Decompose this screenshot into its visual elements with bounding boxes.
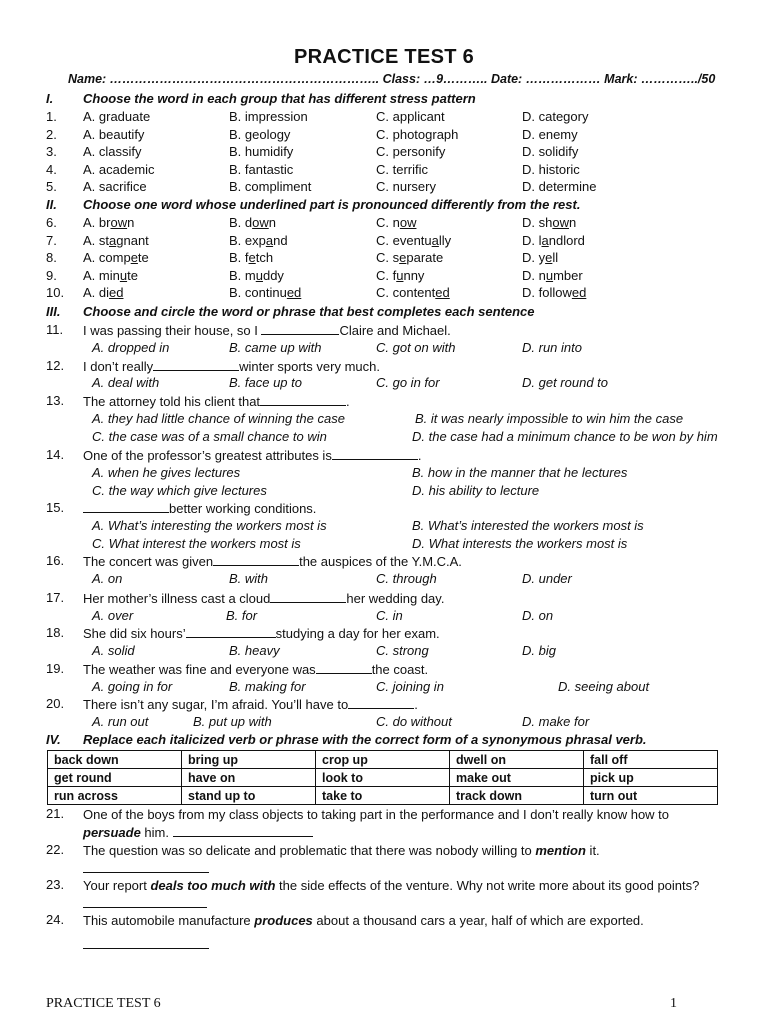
option-b[interactable]: B. expand: [229, 232, 288, 248]
answer-blank[interactable]: [261, 322, 339, 335]
option-d[interactable]: D. number: [522, 267, 583, 283]
option-b[interactable]: B. humidify: [229, 144, 294, 160]
question-number: 18.: [46, 625, 65, 640]
question-row: [0, 250, 768, 268]
table-cell: bring up: [182, 751, 316, 769]
section-instruction: Choose and circle the word or phrase that best completes each sentence: [83, 304, 535, 319]
option-b[interactable]: B. put up with: [193, 714, 272, 729]
option-c[interactable]: C. funny: [376, 267, 425, 283]
option-d[interactable]: D. under: [522, 571, 572, 586]
question-stem: [83, 447, 421, 463]
question-number: 22.: [46, 842, 65, 857]
option-d[interactable]: D. determine: [522, 179, 597, 195]
section-instruction: Choose one word whose underlined part is pronounced differently from the rest.: [83, 197, 581, 212]
rewrite-question: [0, 877, 768, 895]
question-text-start: This automobile manufacture: [83, 913, 255, 928]
option-c[interactable]: C. What interest the workers most is: [92, 536, 301, 551]
stem-text-start: I was passing their house, so I: [83, 323, 262, 338]
answer-blank[interactable]: [332, 447, 418, 460]
answer-blank[interactable]: [83, 500, 169, 513]
option-d[interactable]: D. followed: [522, 285, 587, 301]
option-d[interactable]: D. historic: [522, 161, 580, 177]
option-a[interactable]: A. deal with: [92, 375, 160, 390]
option-a[interactable]: A. they had little chance of winning the case: [92, 411, 345, 426]
stem-text-start: I don’t really: [83, 359, 154, 374]
italic-phrase: deals too much with: [150, 878, 276, 893]
question-row: [0, 109, 768, 127]
option-a[interactable]: A. classify: [83, 144, 142, 160]
option-d[interactable]: D. his ability to lecture: [412, 483, 540, 498]
table-cell: take to: [316, 787, 450, 805]
option-c[interactable]: C. terrific: [376, 161, 428, 177]
rewrite-question: [0, 806, 768, 840]
option-d[interactable]: D. enemy: [522, 126, 578, 142]
answer-blank[interactable]: [348, 696, 414, 709]
table-cell: track down: [450, 787, 584, 805]
question-number: 12.: [46, 358, 65, 373]
underlined-sound: ow: [110, 215, 128, 230]
question-row: [0, 393, 768, 411]
option-a[interactable]: A. minute: [83, 267, 138, 283]
question-number: 4.: [46, 161, 57, 177]
stem-text-end: the auspices of the Y.M.C.A.: [299, 554, 462, 569]
option-a[interactable]: A. compete: [83, 250, 149, 266]
table-cell: pick up: [584, 769, 718, 787]
question-stem: [83, 358, 380, 374]
option-b[interactable]: B. What’s interested the workers most is: [412, 518, 644, 533]
question-number: 11.: [46, 322, 64, 337]
table-cell: fall off: [584, 751, 718, 769]
question-number: 5.: [46, 179, 57, 195]
question-text: [83, 877, 723, 913]
stem-text-start: One of the professor’s greatest attributes is: [83, 448, 332, 463]
question-row: [0, 661, 768, 679]
option-b[interactable]: B. compliment: [229, 179, 312, 195]
stem-text-start: She did six hours’: [83, 626, 186, 641]
question-number: 8.: [46, 250, 57, 266]
option-a[interactable]: A. sacrifice: [83, 179, 147, 195]
option-c[interactable]: C. the way which give lectures: [92, 483, 267, 498]
table-cell: look to: [316, 769, 450, 787]
option-c[interactable]: C. now: [376, 215, 417, 230]
question-row: [0, 285, 768, 303]
option-b[interactable]: B. heavy: [229, 643, 280, 658]
italic-phrase: produces: [254, 913, 313, 928]
option-c[interactable]: C. contented: [376, 285, 450, 301]
question-row: [0, 625, 768, 643]
question-text-end: the side effects of the venture. Why not write more about its good points?: [275, 878, 700, 893]
question-row: [0, 322, 768, 340]
underlined-sound: ed: [435, 285, 450, 301]
option-c[interactable]: C. do without: [376, 714, 452, 729]
question-row: [0, 179, 768, 197]
option-d[interactable]: D. on: [522, 608, 554, 623]
option-a[interactable]: A. stagnant: [83, 232, 149, 248]
question-row: [0, 268, 768, 286]
stem-text-end: the coast.: [371, 662, 429, 677]
stem-text-end: .: [414, 697, 418, 712]
option-b[interactable]: B. muddy: [229, 267, 284, 283]
stem-text-start: The attorney told his client that: [83, 394, 261, 409]
option-a[interactable]: A. run out: [92, 714, 149, 729]
option-b[interactable]: B. impression: [229, 109, 308, 124]
question-number: 19.: [46, 661, 65, 676]
question-stem: [83, 322, 451, 338]
question-text: [83, 912, 723, 954]
underlined-sound: u: [545, 267, 554, 283]
question-stem: [83, 661, 428, 677]
question-row: [0, 215, 768, 233]
table-cell: crop up: [316, 751, 450, 769]
option-b[interactable]: B. continued: [229, 285, 302, 301]
question-row: [0, 696, 768, 714]
option-b[interactable]: B. down: [229, 215, 276, 230]
option-b[interactable]: B. came up with: [229, 340, 322, 355]
question-stem: [83, 696, 418, 712]
underlined-sound: ed: [571, 285, 587, 301]
answer-blank[interactable]: [83, 895, 207, 908]
footer-title: PRACTICE TEST 6: [46, 996, 161, 1011]
stem-text-start: The weather was fine and everyone was: [83, 662, 316, 677]
answer-blank[interactable]: [173, 824, 313, 837]
option-a[interactable]: A. going in for: [92, 679, 173, 694]
underlined-sound: ow: [399, 215, 417, 230]
answer-blank[interactable]: [186, 625, 276, 638]
section-heading: [0, 732, 768, 750]
question-number: 6.: [46, 215, 57, 230]
question-number: 16.: [46, 553, 65, 568]
option-d[interactable]: D. the case had a minimum chance to be won by him: [412, 429, 718, 444]
option-b[interactable]: B. making for: [229, 679, 306, 694]
underlined-sound: u: [255, 267, 263, 283]
answer-blank[interactable]: [316, 661, 372, 674]
option-d[interactable]: D. run into: [522, 340, 582, 355]
option-a[interactable]: A. academic: [83, 161, 155, 177]
stem-text-end: .: [346, 394, 350, 409]
question-stem: [83, 625, 440, 641]
underlined-sound: ow: [252, 215, 269, 230]
section-number: III.: [46, 304, 61, 319]
question-number: 24.: [46, 912, 65, 927]
option-c[interactable]: C. in: [376, 608, 403, 623]
question-number: 17.: [46, 590, 65, 605]
option-c[interactable]: C. nursery: [376, 179, 436, 195]
page-title: PRACTICE TEST 6: [293, 46, 475, 68]
question-number: 21.: [46, 806, 65, 821]
stem-text-end: her wedding day.: [346, 591, 445, 606]
answer-blank[interactable]: [213, 553, 299, 566]
question-text: [83, 806, 723, 842]
option-c[interactable]: C. the case was of a small chance to win: [92, 429, 327, 444]
italic-phrase: mention: [535, 843, 586, 858]
answer-blank[interactable]: [260, 393, 346, 406]
underlined-sound: e: [545, 250, 553, 266]
question-number: 1.: [46, 109, 57, 124]
option-d[interactable]: D. shown: [522, 215, 577, 230]
answer-blank[interactable]: [83, 936, 209, 949]
answer-blank[interactable]: [153, 358, 239, 371]
question-row: [0, 590, 768, 608]
underlined-sound: ow: [552, 215, 569, 230]
option-a[interactable]: A. on: [92, 571, 123, 586]
option-b[interactable]: B. fantastic: [229, 161, 294, 177]
question-number: 13.: [46, 393, 65, 408]
option-d[interactable]: D. seeing about: [558, 679, 650, 694]
table-cell: dwell on: [450, 751, 584, 769]
stem-text-end: Claire and Michael.: [339, 323, 451, 338]
question-row: [0, 144, 768, 162]
section-heading: [0, 91, 768, 109]
option-a[interactable]: A. over: [92, 608, 134, 623]
student-info-line: Name: ……………………………………………………….. Class: …9……….. Date: ……………… Mark: …………../50: [68, 72, 716, 86]
table-row: [48, 751, 718, 769]
option-b[interactable]: B. face up to: [229, 375, 302, 390]
table-cell: turn out: [584, 787, 718, 805]
option-a[interactable]: A. died: [83, 285, 124, 301]
question-text: [83, 842, 723, 878]
question-stem: [83, 553, 462, 569]
table-cell: get round: [48, 769, 182, 787]
underlined-sound: e: [130, 250, 138, 266]
option-c[interactable]: C. photograph: [376, 126, 459, 142]
stem-text-start: Her mother’s illness cast a cloud: [83, 591, 271, 606]
table-cell: stand up to: [182, 787, 316, 805]
underlined-sound: u: [119, 267, 128, 283]
phrasal-verb-table: [47, 750, 718, 805]
question-text-start: One of the boys from my class objects to taking part in the performance and I don’t really know how to: [83, 807, 670, 822]
option-b[interactable]: B. how in the manner that he lectures: [412, 465, 628, 480]
question-row: [0, 127, 768, 145]
answer-blank[interactable]: [83, 860, 209, 873]
question-number: 14.: [46, 447, 65, 462]
option-c[interactable]: C. eventually: [376, 232, 452, 248]
question-text-start: The question was so delicate and problematic that there was nobody willing to: [83, 843, 536, 858]
option-d[interactable]: D. get round to: [522, 375, 608, 390]
option-d[interactable]: D. landlord: [522, 232, 585, 248]
question-row: [0, 447, 768, 465]
section-number: IV.: [46, 732, 61, 747]
table-cell: run across: [48, 787, 182, 805]
option-a[interactable]: A. brown: [83, 215, 135, 230]
underlined-sound: u: [396, 267, 404, 283]
option-b[interactable]: B. fetch: [229, 250, 274, 266]
option-a[interactable]: A. solid: [92, 643, 135, 658]
question-number: 10.: [46, 285, 65, 301]
option-c[interactable]: C. through: [376, 571, 437, 586]
question-row: [0, 233, 768, 251]
question-stem: [83, 393, 350, 409]
option-b[interactable]: B. geology: [229, 126, 291, 142]
option-c[interactable]: C. got on with: [376, 340, 456, 355]
stem-text-start: The concert was given: [83, 554, 214, 569]
underlined-sound: a: [109, 232, 117, 248]
underlined-sound: a: [541, 232, 549, 248]
question-number: 3.: [46, 144, 57, 160]
underlined-sound: a: [265, 232, 274, 248]
question-text-end: about a thousand cars a year, half of which are exported.: [312, 913, 644, 928]
question-number: 23.: [46, 877, 65, 892]
section-number: II.: [46, 197, 57, 212]
option-d[interactable]: D. make for: [522, 714, 590, 729]
option-a[interactable]: A. when he gives lectures: [92, 465, 241, 480]
option-a[interactable]: A. beautify: [83, 126, 145, 142]
answer-blank[interactable]: [270, 590, 346, 603]
underlined-sound: a: [431, 232, 439, 248]
question-row: [0, 500, 768, 518]
section-heading: [0, 304, 768, 322]
option-d[interactable]: D. big: [522, 643, 556, 658]
option-c[interactable]: C. personify: [376, 144, 446, 160]
stem-text-end: better working conditions.: [169, 501, 317, 516]
option-a[interactable]: A. dropped in: [92, 340, 170, 355]
underlined-sound: e: [399, 250, 407, 266]
underlined-sound: e: [248, 250, 256, 266]
question-number: 15.: [46, 500, 65, 515]
stem-text-end: winter sports very much.: [239, 359, 380, 374]
question-text-start: Your report: [83, 878, 151, 893]
section-number: I.: [46, 91, 54, 106]
table-cell: back down: [48, 751, 182, 769]
stem-text-start: There isn’t any sugar, I’m afraid. You’ll have to: [83, 697, 349, 712]
question-stem: [83, 590, 444, 606]
underlined-sound: ed: [109, 285, 124, 301]
question-stem: [83, 500, 316, 516]
question-number: 9.: [46, 267, 57, 283]
question-text-end: him.: [140, 825, 169, 840]
option-c[interactable]: C. applicant: [376, 109, 445, 124]
option-a[interactable]: A. graduate: [83, 109, 151, 124]
stem-text-end: .: [417, 448, 422, 463]
option-c[interactable]: C. joining in: [376, 679, 444, 694]
option-d[interactable]: D. category: [522, 109, 589, 124]
option-c[interactable]: C. separate: [376, 250, 444, 266]
question-row: [0, 358, 768, 376]
stem-text-end: studying a day for her exam.: [275, 626, 440, 641]
rewrite-question: [0, 842, 768, 860]
option-c[interactable]: C. go in for: [376, 375, 440, 390]
rewrite-question: [0, 912, 768, 930]
option-b[interactable]: B. it was nearly impossible to win him the case: [415, 411, 684, 426]
question-row: [0, 162, 768, 180]
table-cell: make out: [450, 769, 584, 787]
section-instruction: Replace each italicized verb or phrase with the correct form of a synonymous phrasal verb.: [83, 732, 647, 747]
option-d[interactable]: D. What interests the workers most is: [412, 536, 628, 551]
question-row: [0, 553, 768, 571]
option-a[interactable]: A. What’s interesting the workers most is: [92, 518, 327, 533]
question-number: 2.: [46, 126, 57, 142]
question-number: 20.: [46, 696, 65, 711]
section-instruction: Choose the word in each group that has different stress pattern: [83, 91, 476, 106]
section-heading: [0, 197, 768, 215]
table-row: [48, 769, 718, 787]
table-row: [48, 787, 718, 805]
question-text-end: it.: [585, 843, 600, 858]
page-number: 1: [670, 996, 677, 1011]
question-number: 7.: [46, 232, 57, 248]
option-d[interactable]: D. solidify: [522, 144, 579, 160]
underlined-sound: ed: [286, 285, 302, 301]
option-b[interactable]: B. for: [226, 608, 258, 623]
table-cell: have on: [182, 769, 316, 787]
option-d[interactable]: D. yell: [522, 250, 559, 266]
italic-phrase: persuade: [83, 825, 141, 840]
option-b[interactable]: B. with: [229, 571, 269, 586]
option-c[interactable]: C. strong: [376, 643, 429, 658]
